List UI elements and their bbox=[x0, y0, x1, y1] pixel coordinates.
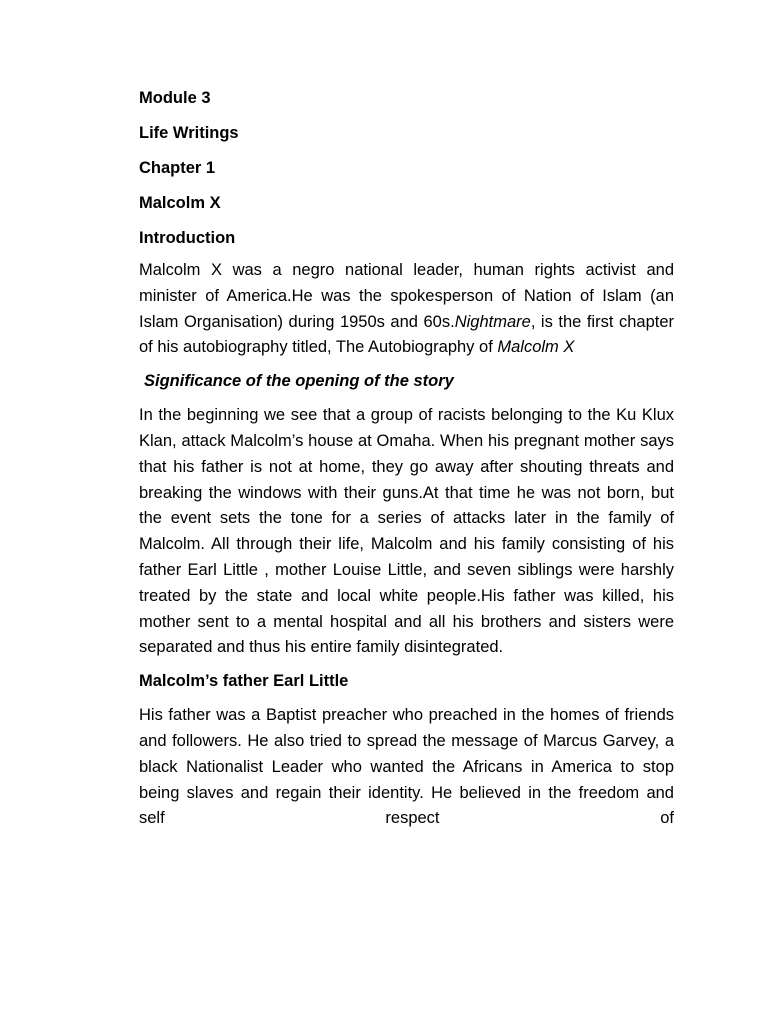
father-heading: Malcolm’s father Earl Little bbox=[139, 672, 349, 691]
chapter-heading: Chapter 1 bbox=[139, 159, 216, 177]
intro-text-part3: , is the first chapter of his autobiography titled, The Autobiography of bbox=[139, 312, 674, 357]
introduction-heading: Introduction bbox=[139, 229, 236, 247]
significance-paragraph: In the beginning we see that a group of racists belonging to the Ku Klux Klan, attack Malcolm’s house at Omaha. When his pregnant mother says that his father is not at home, they go away after shouting threats and breaking the windows with their guns.At that time he was not born, but the event sets the tone for a series of attacks later in the family of Malcolm. All through their life, Malcolm and his family consisting of his father Earl Little , mother Louise Little, and seven siblings were harshly treated by the state and local white people.His father was killed, his mother sent to a mental hospital and all his brothers and sisters were separated and thus his entire family disintegrated. bbox=[139, 406, 674, 657]
section-heading: Life Writings bbox=[139, 124, 239, 142]
title-heading: Malcolm X bbox=[139, 194, 221, 212]
intro-text-nightmare: Nightmare bbox=[454, 312, 531, 331]
document-body bbox=[139, 87, 674, 841]
significance-heading: Significance of the opening of the story bbox=[144, 372, 454, 391]
introduction-paragraph bbox=[139, 258, 674, 361]
intro-text-malcolm-x: Malcolm X bbox=[497, 338, 575, 357]
father-paragraph: His father was a Baptist preacher who preached in the homes of friends and followers. He also tried to spread the message of Marcus Garvey, a black Nationalist Leader who wanted the Africans in America to stop being slaves and regain their identity. He believed in the freedom and self respect of bbox=[139, 706, 674, 828]
module-heading: Module 3 bbox=[139, 89, 211, 107]
intro-text-part1: Malcolm X was a negro national leader, human rights activist and minister of America.He was the spokesperson of Nation of Islam (an Islam Organisation) during 1950s and 60s. bbox=[139, 261, 674, 331]
